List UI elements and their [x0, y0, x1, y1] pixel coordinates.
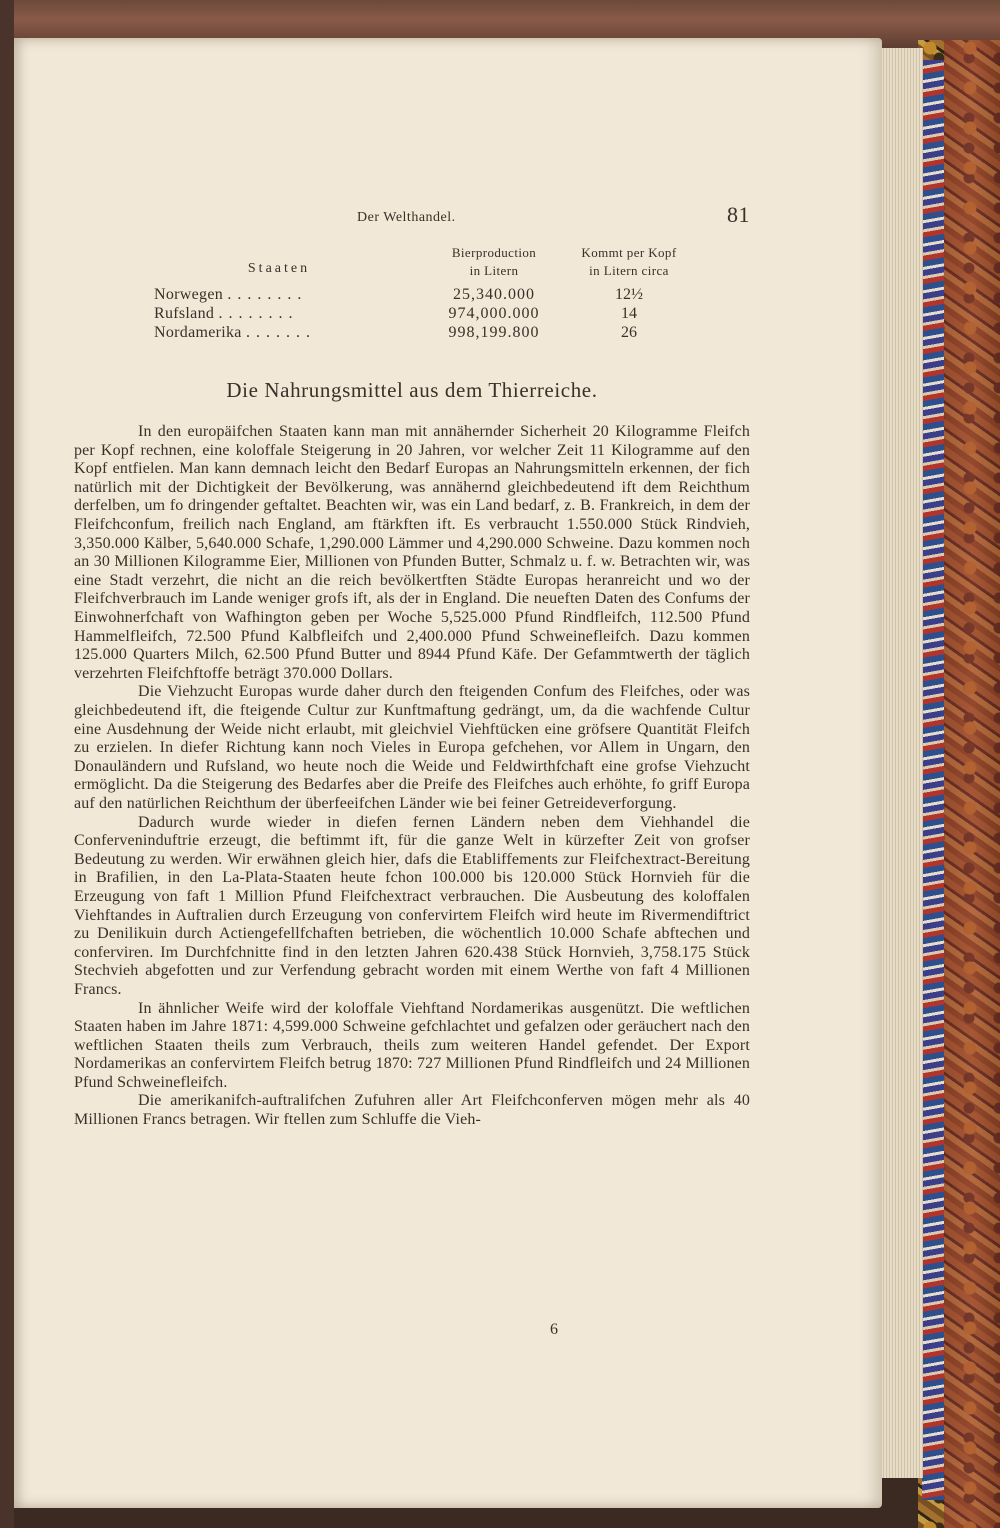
header-bier-line1: Bierproduction [451, 245, 537, 260]
table-row [144, 304, 694, 323]
body-paragraph: In den europäifchen Staaten kann man mit annähernder Sicherheit 20 Kilogramme Fleifch per Kopf rechnen, eine koloffale Steigerung in 20 Jahren, vor welcher Zeit 11 Kilogramme auf den Kopf entfielen. Man kann demnach leicht den Bedarf Europas an Nahrungsmitteln erkennen, der fich natürlich mit der Dichtigkeit der Bevölkerung, was annähernd gleichbedeutend ift dem Reichthum derfelben, um fo dringender geftaltet. Beachten wir, was ein Land bedarf, z. B. Frankreich, in dem der Fleifchconfum, freilich nach England, am ftärkften ift. Es verbraucht 1.550.000 Stück Rindvieh, 3,350.000 Kälber, 5,640.000 Schafe, 1,290.000 Lämmer und 4,290.000 Schweine. Dazu kommen noch an 30 Millionen Kilogramme Eier, Millionen von Pfunden Butter, Schmalz u. f. w. Betrachten wir, was eine Stadt verzehrt, die nicht an die reich bevölkertften Städte Europas heranreicht und wo der Fleifchverbrauch im Lande weniger grofs ift, als der in England. Die neueften Daten des Confums der Einwohnerfchaft von Wafhington geben per Woche 5,525.000 Pfund Rindfleifch, 112.500 Pfund Hammelfleifch, 72.500 Pfund Kalbfleifch und 2,400.000 Pfund Schweinefleifch. Dazu kommen 125.000 Quarters Milch, 62.500 Pfund Butter und 8944 Pfund Käfe. Der Gefammtwerth der täglich verzehrten Fleifchftoffe beträgt 370.000 Dollars. [74, 423, 750, 682]
country-name: Norwegen [154, 286, 224, 304]
leader-dots: ........ [227, 286, 308, 304]
page-content [74, 202, 750, 1130]
table-header-row [144, 244, 694, 285]
country-cell [144, 285, 424, 304]
header-bier-line2: in Litern [469, 262, 519, 278]
country-name: Nordamerika [154, 324, 242, 342]
book-spine [0, 0, 14, 1528]
page-number: 81 [727, 202, 750, 227]
leader-dots: ........ [218, 305, 299, 323]
production-cell: 25,340.000 [453, 286, 535, 304]
marbled-page-edge [922, 60, 944, 1500]
header-staaten: Staaten [247, 261, 311, 277]
leader-dots: ....... [246, 324, 317, 342]
header-kopf-line1: Kommt per Kopf [581, 245, 677, 260]
country-name: Rufsland [154, 305, 215, 323]
book-page [14, 38, 882, 1508]
header-kopf-line2: in Litern circa [589, 262, 669, 278]
per-head-cell: 26 [621, 324, 637, 342]
page-stack-edge [875, 48, 923, 1478]
header-per-kopf [564, 244, 694, 285]
beer-production-table [144, 244, 694, 342]
per-head-cell: 14 [621, 305, 637, 323]
section-title: Die Nahrungsmittel aus dem Thierreiche. [226, 378, 598, 403]
header-bierproduction [424, 244, 564, 285]
body-paragraph: Die amerikanifch-auftralifchen Zufuhren aller Art Fleifchconferven mögen mehr als 40 Millionen Francs betragen. Wir ftellen zum Schluffe die Vieh- [74, 1092, 750, 1129]
body-paragraph: Die Viehzucht Europas wurde daher durch den fteigenden Confum des Fleifches, oder was gleichbedeutend ift, die fteigende Cultur zur Kunftmaftung gedrängt, um, da die wachfende Cultur eine Ausdehnung der Weide nicht erlaubt, mit gleichviel Viehftücken eine gröfsere Quantität Fleifch zu erzielen. In diefer Richtung kann noch Vieles in Europa gefchehen, vor Allem in Ungarn, den Donauländern und Rufsland, wo heute noch die Weide und Feldwirthfchaft eine grofse Viehzucht ermöglicht. Da die Steigerung des Bedarfes aber die Preife des Fleifches auch erhöhte, fo griff Europa auf den natürlichen Reichthum der überfeeifchen Länder wie bei feiner Getreideverforgung. [74, 683, 750, 812]
production-cell: 998,199.800 [448, 324, 540, 342]
body-paragraph: Dadurch wurde wieder in diefen fernen Ländern neben dem Viehhandel die Conferveninduftrie erzeugt, die beftimmt ift, für die ganze Welt in kürzefter Zeit von grofser Bedeutung zu werden. Wir erwähnen gleich hier, dafs die Etabliffements zur Fleifchextract-Bereitung in Brafilien, in den La-Plata-Staaten heute fchon 100.000 bis 120.000 Stück Hornvieh für die Erzeugung von faft 1 Million Pfund Fleifchextract verbrauchen. Die Ausbeutung des koloffalen Viehftandes in Auftralien durch Erzeugung von confervirtem Fleifch wird heute im Rivermendiftrict zu Denilikuin durch Actiengefellfchaften betrieben, die wöchentlich 10.000 Schafe abftechen und conferviren. Im Durchfchnitte find in den letzten Jahren 620.438 Stück Hornvieh, 3,758.175 Stück Stechvieh abgefotten und zur Verfendung gebracht worden mit einem Werthe von faft 4 Millionen Francs. [74, 813, 750, 998]
running-head [74, 202, 750, 232]
table-row [144, 285, 694, 304]
running-head-title: Der Welthandel. [357, 210, 456, 225]
signature-mark: 6 [550, 1321, 558, 1338]
country-cell [144, 323, 424, 342]
production-cell: 974,000.000 [448, 305, 540, 323]
country-cell [144, 304, 424, 323]
red-binding [944, 40, 1000, 1528]
body-paragraph: In ähnlicher Weife wird der koloffale Viehftand Nordamerikas ausgenützt. Die weftlichen Staaten haben im Jahre 1871: 4,599.000 Schweine gefchlachtet und gefalzen oder geräuchert nach den weftlichen Staaten theils zum Verbrauch, theils zum weiteren Handel gefendet. Der Export Nordamerikas an confervirtem Fleifch betrug 1870: 727 Millionen Pfund Rindfleifch und 24 Millionen Pfund Schweinefleifch. [74, 999, 750, 1091]
per-head-cell: 12½ [615, 286, 643, 304]
table-row [144, 323, 694, 342]
